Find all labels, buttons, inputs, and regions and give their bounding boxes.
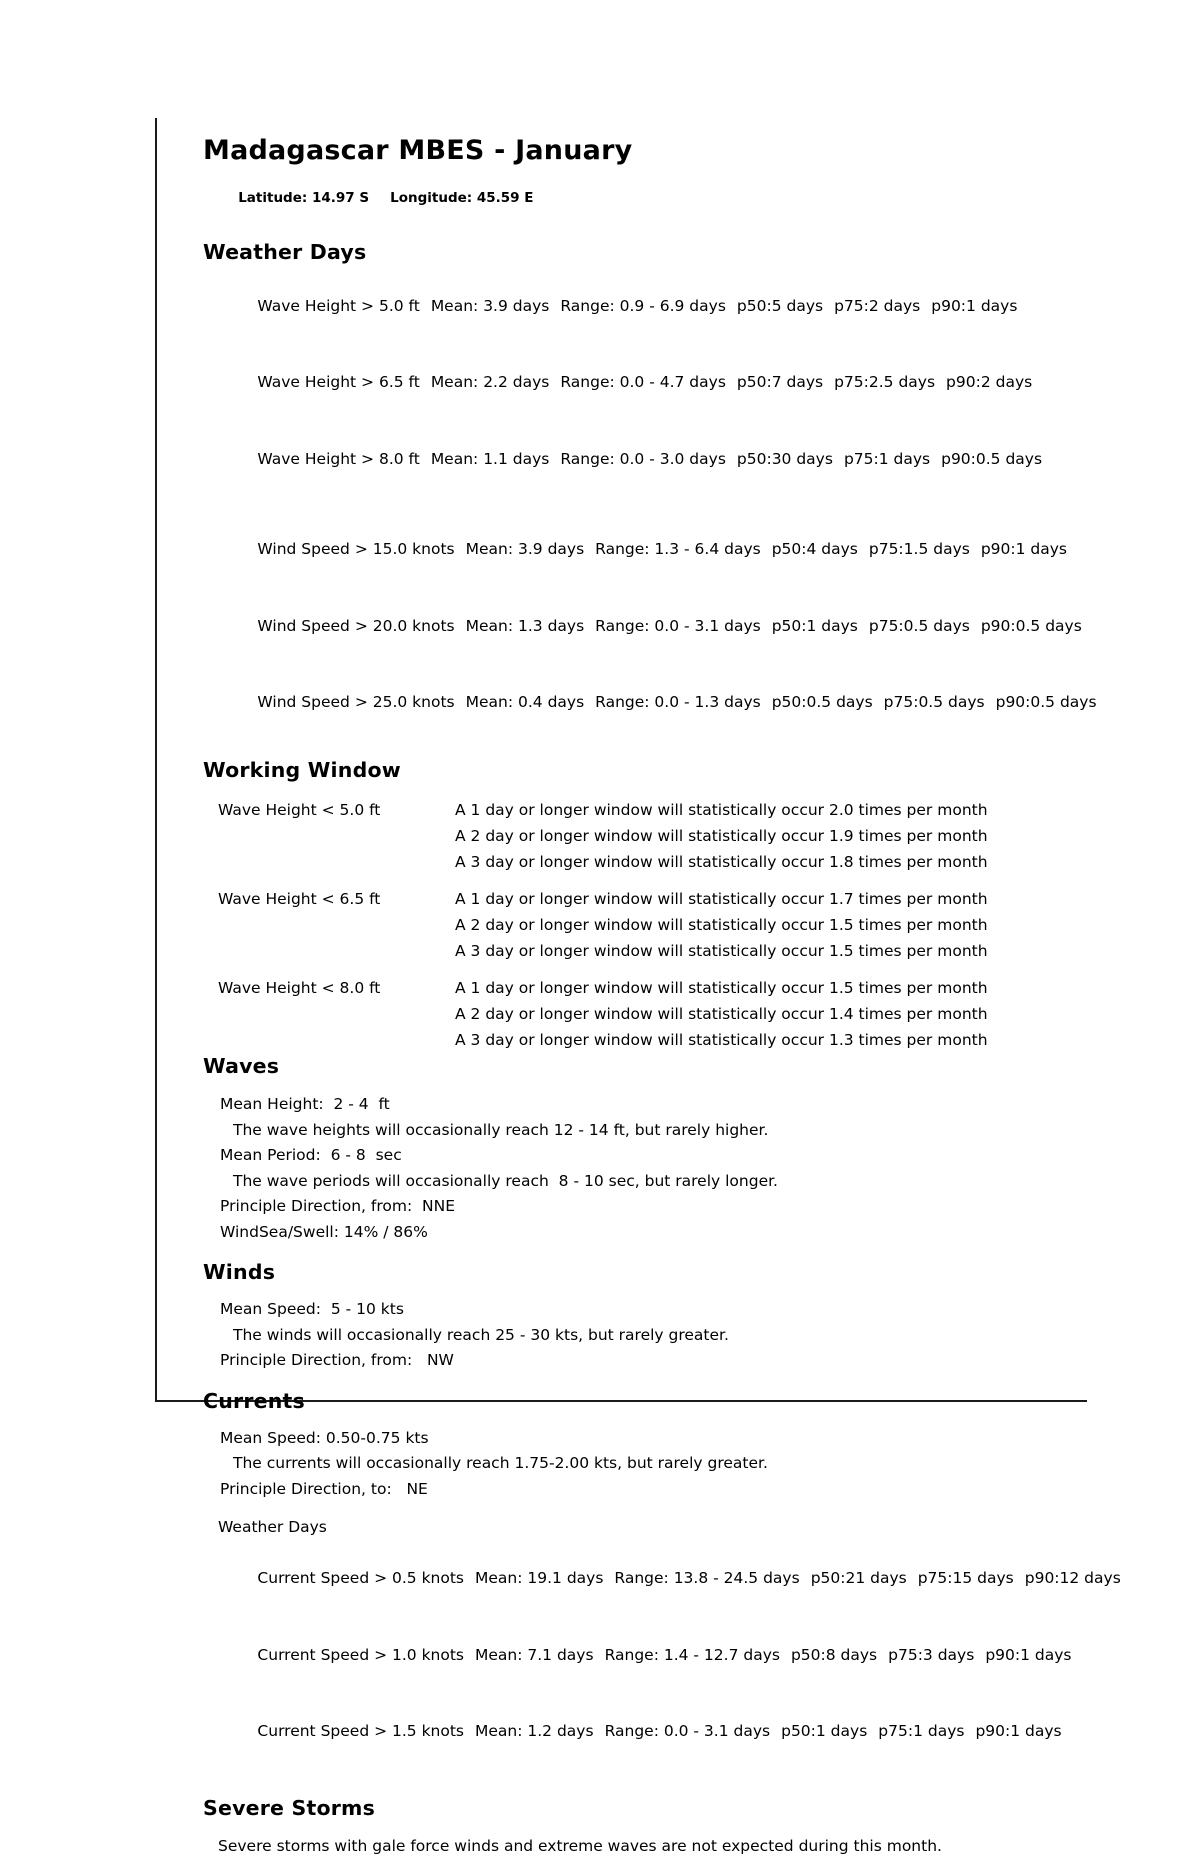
stat-p90: p90:2 days xyxy=(946,373,1033,391)
stat-p75: p75:0.5 days xyxy=(883,693,985,711)
stat-range: Range: 1.3 - 6.4 days xyxy=(595,540,761,558)
stat-row-current-0-5kn xyxy=(203,1541,1183,1618)
stat-p50: p50:4 days xyxy=(771,540,858,558)
window-occurrence-line: A 3 day or longer window will statistically occur 1.5 times per month xyxy=(455,942,988,960)
wave-threshold-label: Wave Height < 5.0 ft xyxy=(218,801,381,819)
mean-wave-period: Mean Period: 6 - 8 sec xyxy=(220,1146,402,1164)
window-occurrence-line: A 1 day or longer window will statistically occur 1.7 times per month xyxy=(455,890,988,908)
stat-range: Range: 1.4 - 12.7 days xyxy=(604,1645,780,1664)
stat-mean: Mean: 1.3 days xyxy=(465,616,585,635)
report-content xyxy=(203,134,1183,1860)
stat-label: Current Speed > 1.5 knots xyxy=(257,1722,465,1740)
stat-p90: p90:0.5 days xyxy=(980,616,1082,635)
stat-mean: Mean: 19.1 days xyxy=(475,1569,604,1587)
stat-range: Range: 0.0 - 3.1 days xyxy=(604,1722,771,1740)
stat-p90: p90:1 days xyxy=(980,540,1067,558)
section-heading-waves: Waves xyxy=(203,1054,280,1078)
stat-p75: p75:3 days xyxy=(888,1645,975,1664)
stat-label: Wave Height > 8.0 ft xyxy=(257,449,420,468)
waves-details xyxy=(203,1092,1183,1245)
stat-mean: Mean: 2.2 days xyxy=(430,373,550,391)
section-heading-working-window: Working Window xyxy=(203,758,401,782)
page-title: Madagascar MBES - January xyxy=(203,135,633,166)
stat-p90: p90:0.5 days xyxy=(941,449,1043,468)
wave-period-note: The wave periods will occasionally reach 8 - 10 sec, but rarely longer. xyxy=(233,1171,778,1190)
stat-p50: p50:1 days xyxy=(781,1722,868,1740)
stat-p90: p90:12 days xyxy=(1024,1569,1121,1587)
stat-range: Range: 0.0 - 1.3 days xyxy=(595,693,761,711)
currents-weather-days xyxy=(203,1515,1183,1770)
stat-label: Current Speed > 0.5 knots xyxy=(257,1569,465,1587)
stat-row-wave-6-5ft xyxy=(203,345,1183,422)
stat-p50: p50:30 days xyxy=(736,449,833,468)
stat-row-wind-15kn xyxy=(203,512,1183,589)
stat-range: Range: 0.9 - 6.9 days xyxy=(560,296,726,315)
wave-principle-direction: Principle Direction, from: NNE xyxy=(220,1197,456,1215)
longitude-value: Longitude: 45.59 E xyxy=(390,190,534,206)
section-heading-severe-storms: Severe Storms xyxy=(203,1796,376,1820)
stat-row-current-1-5kn xyxy=(203,1694,1183,1771)
stat-p50: p50:21 days xyxy=(810,1569,907,1587)
wind-principle-direction: Principle Direction, from: NW xyxy=(220,1351,454,1369)
window-occurrence-line: A 1 day or longer window will statistically occur 2.0 times per month xyxy=(455,801,988,819)
wave-height-rows xyxy=(203,268,1183,498)
working-window-group-6-5ft xyxy=(203,886,1183,964)
wave-threshold-label: Wave Height < 8.0 ft xyxy=(218,979,381,997)
stat-row-wind-20kn xyxy=(203,588,1183,665)
mean-wind-speed: Mean Speed: 5 - 10 kts xyxy=(220,1300,404,1318)
windsea-swell-ratio: WindSea/Swell: 14% / 86% xyxy=(220,1222,428,1241)
window-occurrence-line: A 1 day or longer window will statistically occur 1.5 times per month xyxy=(455,979,988,997)
currents-weather-days-label: Weather Days xyxy=(218,1518,327,1536)
section-heading-weather-days: Weather Days xyxy=(203,240,367,264)
window-occurrence-lines xyxy=(455,975,988,1053)
current-speed-note: The currents will occasionally reach 1.75-2.00 kts, but rarely greater. xyxy=(233,1454,768,1472)
stat-p75: p75:2 days xyxy=(834,296,921,315)
window-occurrence-line: A 3 day or longer window will statistically occur 1.3 times per month xyxy=(455,1031,988,1049)
stat-mean: Mean: 0.4 days xyxy=(465,693,585,711)
section-heading-currents: Currents xyxy=(203,1388,305,1413)
mean-wave-height: Mean Height: 2 - 4 ft xyxy=(220,1095,390,1113)
wave-threshold-label: Wave Height < 6.5 ft xyxy=(218,890,381,908)
stat-p50: p50:8 days xyxy=(790,1645,878,1664)
stat-label: Wind Speed > 15.0 knots xyxy=(257,540,455,558)
stat-label: Current Speed > 1.0 knots xyxy=(257,1645,465,1664)
stat-p75: p75:2.5 days xyxy=(834,373,936,391)
stat-p75: p75:0.5 days xyxy=(868,616,970,635)
working-window-group-5ft xyxy=(203,797,1183,875)
stat-mean: Mean: 7.1 days xyxy=(475,1645,594,1664)
window-occurrence-lines xyxy=(455,886,988,964)
stat-mean: Mean: 1.1 days xyxy=(430,449,550,468)
latitude-value: Latitude: 14.97 S xyxy=(238,190,370,206)
stat-row-wind-25kn xyxy=(203,665,1183,742)
wind-speed-note: The winds will occasionally reach 25 - 30 kts, but rarely greater. xyxy=(233,1325,729,1344)
stat-row-current-1-0kn xyxy=(203,1617,1183,1694)
severe-storms-text: Severe storms with gale force winds and extreme waves are not expected during this month. xyxy=(218,1837,942,1855)
stat-mean: Mean: 1.2 days xyxy=(475,1722,594,1740)
current-principle-direction: Principle Direction, to: NE xyxy=(220,1479,428,1498)
window-occurrence-line: A 3 day or longer window will statistically occur 1.8 times per month xyxy=(455,853,988,871)
window-occurrence-line: A 2 day or longer window will statistically occur 1.4 times per month xyxy=(455,1005,988,1023)
working-window-group-8ft xyxy=(203,975,1183,1053)
stat-p50: p50:7 days xyxy=(736,373,824,391)
window-occurrence-line: A 2 day or longer window will statistically occur 1.9 times per month xyxy=(455,827,988,845)
stat-p90: p90:0.5 days xyxy=(995,693,1097,711)
winds-details xyxy=(203,1297,1183,1374)
mean-current-speed: Mean Speed: 0.50-0.75 kts xyxy=(220,1428,429,1447)
coordinates xyxy=(210,174,1183,222)
stat-p75: p75:1 days xyxy=(843,449,931,468)
stat-range: Range: 0.0 - 4.7 days xyxy=(560,373,726,391)
currents-details xyxy=(203,1426,1183,1503)
stat-p75: p75:15 days xyxy=(917,1569,1014,1587)
window-occurrence-lines xyxy=(455,797,988,875)
stat-range: Range: 0.0 - 3.1 days xyxy=(595,616,761,635)
wind-speed-rows xyxy=(203,512,1183,742)
stat-p75: p75:1.5 days xyxy=(868,540,970,558)
section-heading-winds: Winds xyxy=(203,1260,276,1284)
stat-p90: p90:1 days xyxy=(985,1645,1072,1664)
stat-label: Wind Speed > 20.0 knots xyxy=(257,616,455,635)
wave-height-note: The wave heights will occasionally reach 12 - 14 ft, but rarely higher. xyxy=(233,1120,769,1139)
window-occurrence-line: A 2 day or longer window will statistically occur 1.5 times per month xyxy=(455,916,988,934)
stat-p50: p50:1 days xyxy=(771,616,858,635)
stat-label: Wave Height > 5.0 ft xyxy=(257,296,420,315)
left-border-line xyxy=(155,118,157,1402)
stat-p75: p75:1 days xyxy=(878,1722,965,1740)
stat-p50: p50:0.5 days xyxy=(771,693,873,711)
stat-p90: p90:1 days xyxy=(975,1722,1062,1740)
stat-range: Range: 0.0 - 3.0 days xyxy=(560,449,726,468)
stat-row-wave-5ft xyxy=(203,268,1183,345)
stat-mean: Mean: 3.9 days xyxy=(465,540,585,558)
stat-label: Wave Height > 6.5 ft xyxy=(257,373,420,391)
stat-row-wave-8ft xyxy=(203,421,1183,498)
stat-p50: p50:5 days xyxy=(736,296,824,315)
stat-range: Range: 13.8 - 24.5 days xyxy=(614,1569,800,1587)
stat-label: Wind Speed > 25.0 knots xyxy=(257,693,455,711)
stat-mean: Mean: 3.9 days xyxy=(430,296,550,315)
stat-p90: p90:1 days xyxy=(931,296,1018,315)
